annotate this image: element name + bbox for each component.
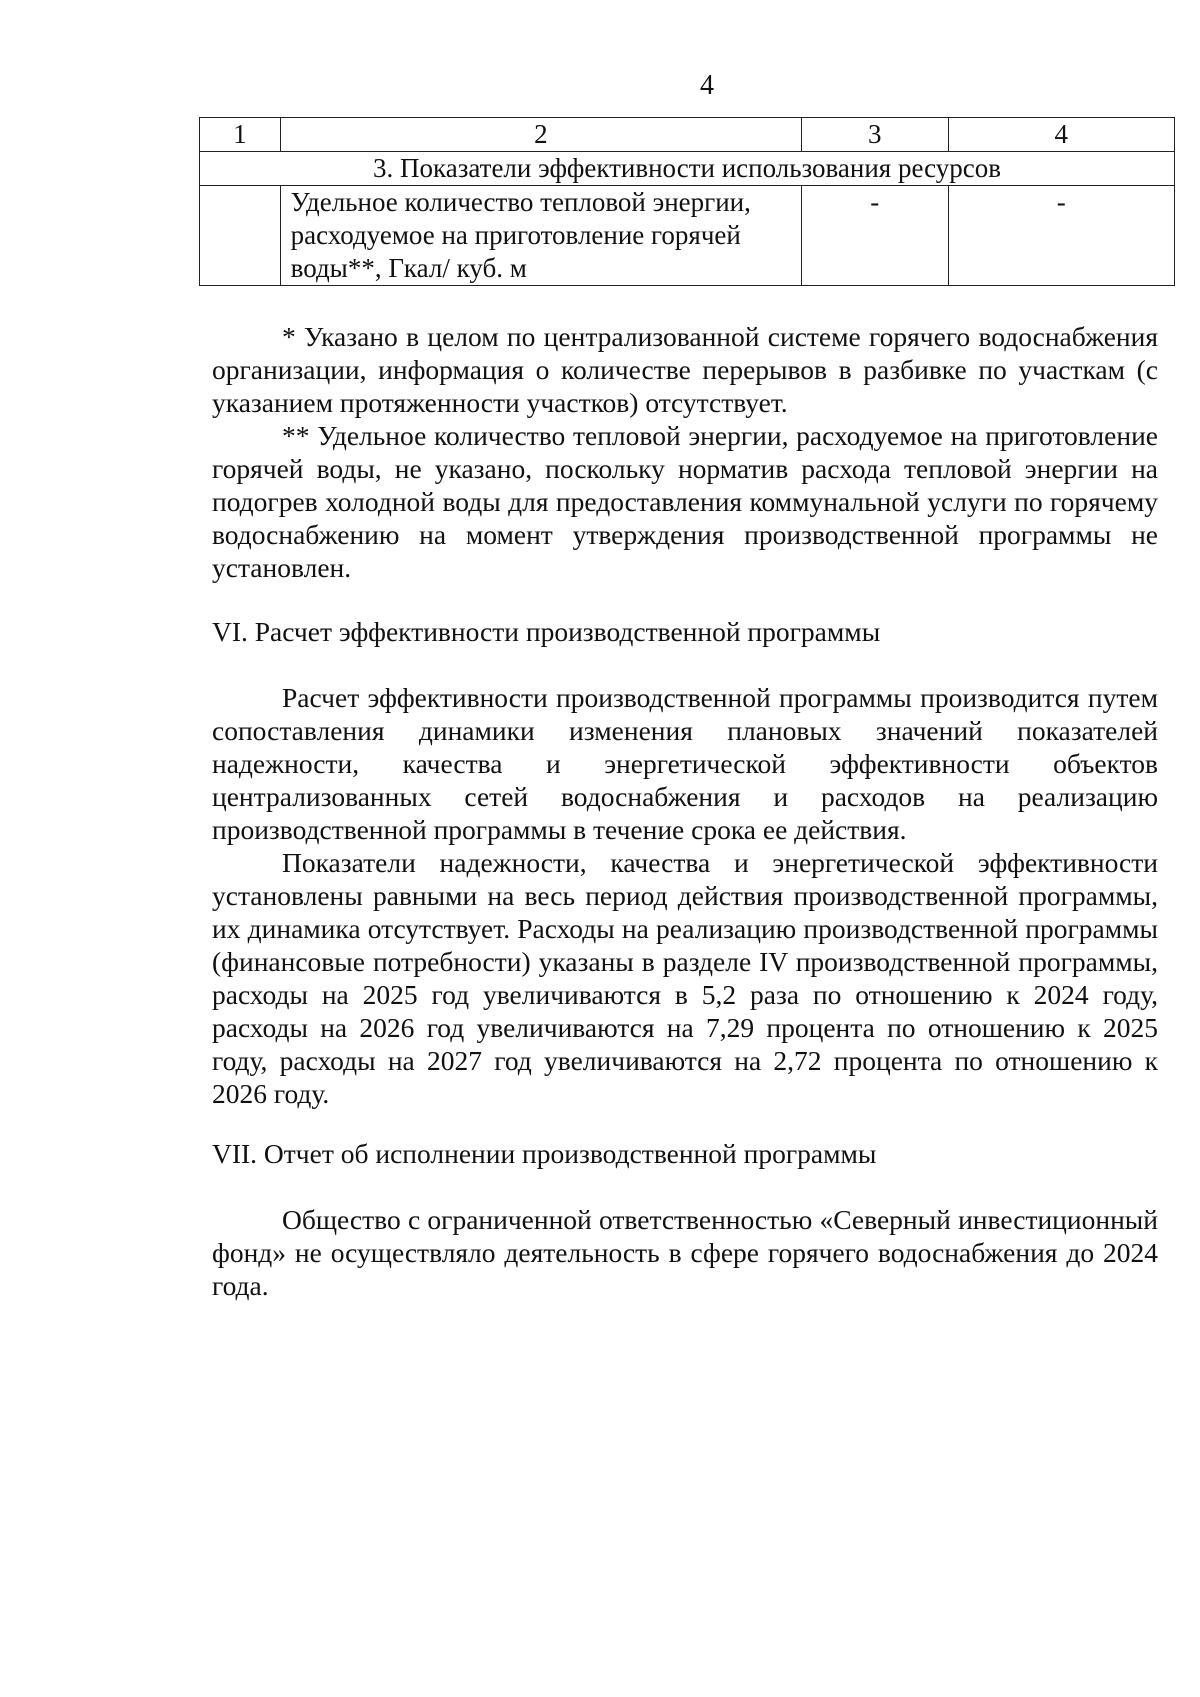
table-cell-indicator-name: Удельное количество тепловой энергии, расходуемое на приготовление горячей воды**, Гкал/ куб. м	[280, 186, 801, 286]
section-7-body	[212, 1203, 1158, 1302]
section-6-body	[212, 681, 1158, 1110]
table-cell-value: -	[802, 186, 949, 286]
table-header-row	[200, 118, 1175, 152]
table-cell-value: -	[948, 186, 1174, 286]
footnote: * Указано в целом по централизованной системе горячего водоснабжения организации, информация о количестве перерывов в разбивке по участкам (с указанием протяженности участков) отсутствует.	[212, 321, 1158, 418]
footnote: ** Удельное количество тепловой энергии, расходуемое на приготовление горячей воды, не указано, поскольку норматив расхода тепловой энергии на подогрев холодной воды для предоставления коммунальной услуги по горячему водоснабжению на момент утверждения производственной программы не установлен.	[212, 420, 1158, 583]
table-header-cell: 4	[948, 118, 1174, 152]
table-section-title: 3. Показатели эффективности использования ресурсов	[200, 152, 1175, 186]
section-heading	[212, 1137, 1158, 1170]
section-6-heading: VI. Расчет эффективности производственной программы	[212, 616, 881, 647]
table-header-cell: 2	[280, 118, 801, 152]
page-number: 4	[700, 70, 714, 101]
table-header-cell: 3	[802, 118, 949, 152]
indicators-table	[199, 117, 1175, 286]
table-section-row	[200, 152, 1175, 186]
table-cell-number	[200, 186, 281, 286]
paragraph: Общество с ограниченной ответственностью «Северный инвестиционный фонд» не осуществляло деятельность в сфере горячего водоснабжения до 2024 года.	[212, 1204, 1158, 1301]
table-header-cell: 1	[200, 118, 281, 152]
paragraph: Расчет эффективности производственной программы производится путем сопоставления динамики изменения плановых значений показателей надежности, качества и энергетической эффективности объектов централизованных сетей водоснабжения и расходов на реализацию производственной программы в течение срока ее действия.	[212, 682, 1158, 845]
footnotes	[212, 320, 1158, 584]
table-row	[200, 186, 1175, 286]
section-heading	[212, 615, 1158, 648]
section-7-heading: VII. Отчет об исполнении производственной программы	[212, 1138, 877, 1169]
paragraph: Показатели надежности, качества и энергетической эффективности установлены равными на весь период действия производственной программы, их динамика отсутствует. Расходы на реализацию производственной программы (финансовые потребности) указаны в разделе IV производственной программы, расходы на 2025 год увеличиваются в 5,2 раза по отношению к 2024 году, расходы на 2026 год увеличиваются на 7,29 процента по отношению к 2025 году, расходы на 2027 год увеличиваются на 2,72 процента по отношению к 2026 году.	[212, 847, 1158, 1109]
